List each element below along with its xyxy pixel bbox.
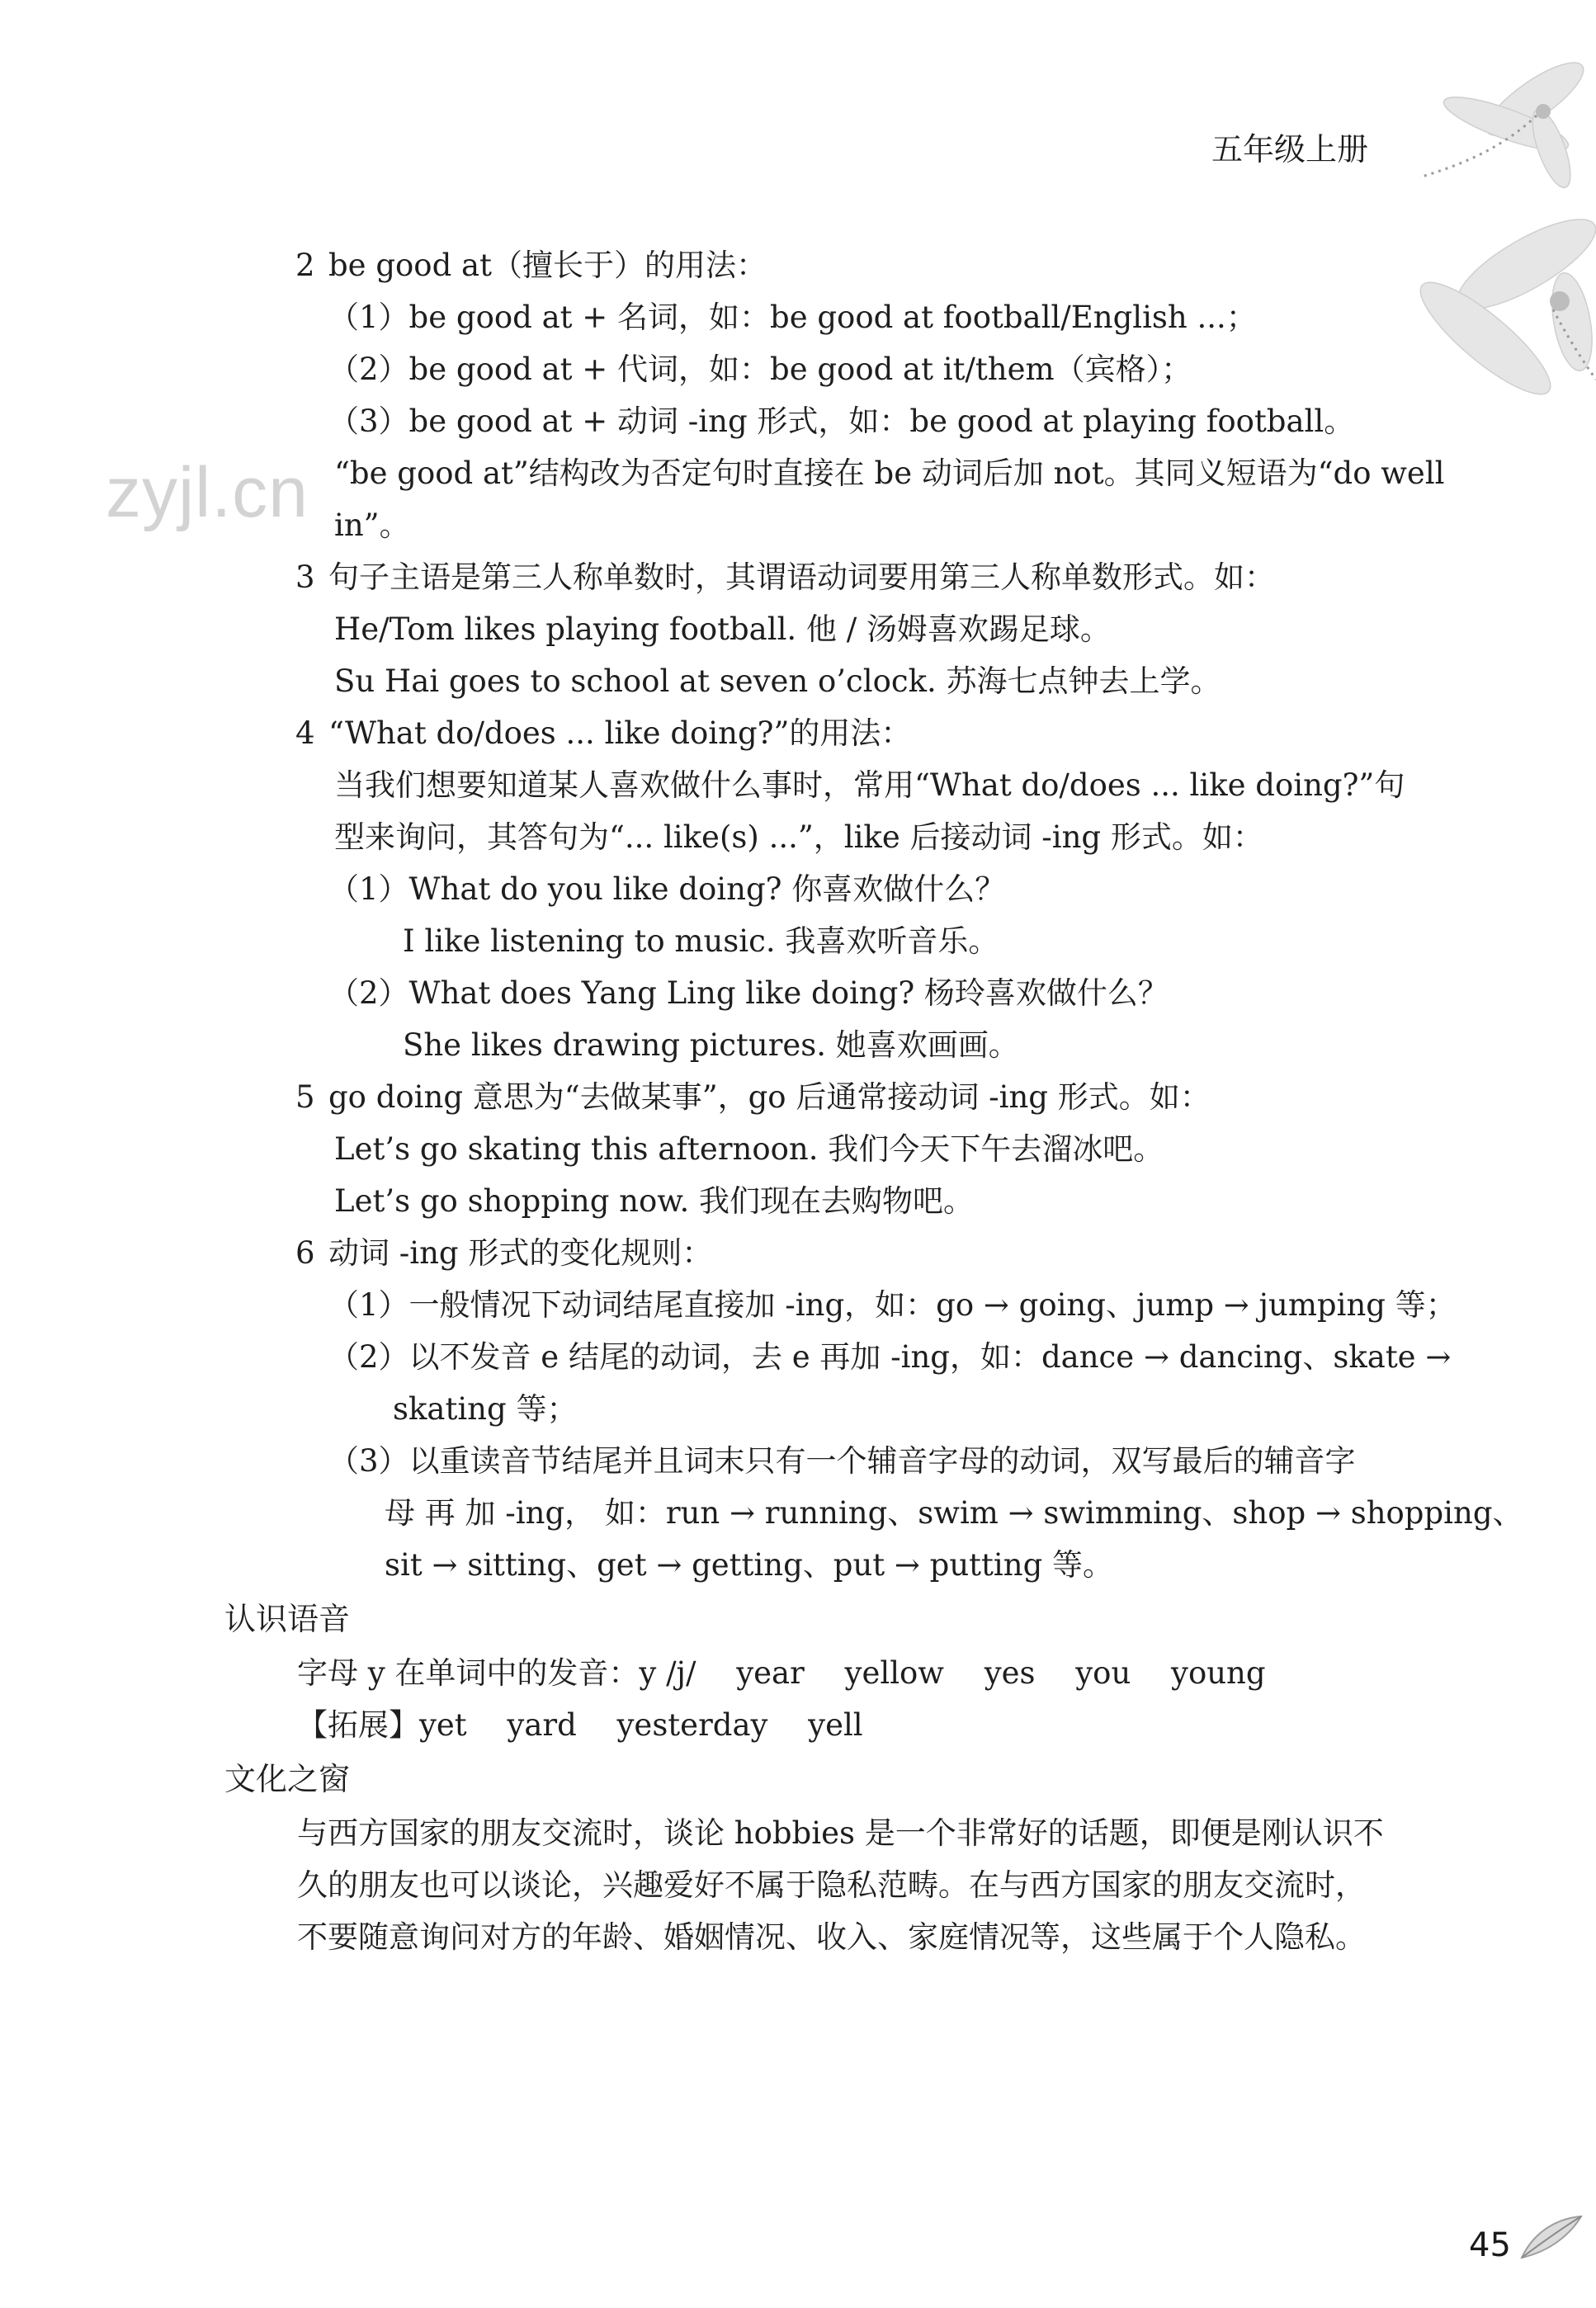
item-4-question-1: （1）What do you like doing? 你喜欢做什么？ [328, 871, 1006, 907]
item-title: 动词 -ing 形式的变化规则： [328, 1235, 713, 1271]
item-number: 2 [295, 248, 315, 283]
leaf-decoration-icon [1518, 2213, 1584, 2263]
item-5-example-2: Let’s go shopping now. 我们现在去购物吧。 [334, 1183, 975, 1219]
item-6-rule-3-line-1: （3）以重读音节结尾并且词末只有一个辅音字母的动词，双写最后的辅音字 [328, 1443, 1356, 1479]
culture-line-1: 与西方国家的朋友交流时，谈论 hobbies 是一个非常好的话题，即便是刚认识不 [297, 1815, 1384, 1851]
item-6-heading [295, 1235, 712, 1272]
item-title: go doing 意思为“去做某事”，go 后通常接动词 -ing 形式。如： [328, 1079, 1211, 1115]
item-title: “What do/does ... like doing?”的用法： [328, 715, 912, 751]
item-6-rule-1: （1）一般情况下动词结尾直接加 -ing，如：go → going、jump → jumping 等； [328, 1287, 1457, 1323]
item-number: 4 [295, 715, 315, 751]
item-number: 3 [295, 559, 315, 595]
item-6-rule-3-line-2: 母 再 加 -ing， 如：run → running、swim → swimming、shop → shopping、 [385, 1495, 1523, 1531]
grade-label: 五年级上册 [1211, 131, 1369, 168]
dragonfly-decoration-icon [1362, 25, 1596, 437]
item-3-example-1: He/Tom likes playing football. 他 / 汤姆喜欢踢足球。 [334, 611, 1111, 647]
item-5-example-1: Let’s go skating this afternoon. 我们今天下午去溜冰吧。 [334, 1131, 1164, 1167]
item-title: 句子主语是第三人称单数时，其谓语动词要用第三人称单数形式。如： [328, 559, 1275, 595]
item-2-point-1: （1）be good at + 名词，如：be good at football/English ...； [328, 300, 1257, 335]
culture-line-2: 久的朋友也可以谈论，兴趣爱好不属于隐私范畴。在与西方国家的朋友交流时， [297, 1867, 1366, 1903]
item-number: 5 [295, 1079, 315, 1115]
item-2-point-3: （3）be good at + 动词 -ing 形式，如：be good at playing football。 [328, 404, 1355, 439]
item-3-heading [295, 559, 1275, 596]
item-2-note-line-1: “be good at”结构改为否定句时直接在 be 动词后加 not。其同义短语为“do well [334, 455, 1445, 491]
item-4-heading [295, 715, 911, 752]
culture-heading: 文化之窗 [224, 1761, 351, 1797]
item-title: be good at（擅长于）的用法： [328, 248, 767, 283]
page-number: 45 [1469, 2226, 1511, 2264]
item-6-rule-2-line-2: skating 等； [393, 1391, 578, 1427]
item-2-note-line-2: in”。 [334, 507, 410, 543]
item-number: 6 [295, 1235, 315, 1271]
item-4-answer-1: I like listening to music. 我喜欢听音乐。 [403, 923, 999, 959]
item-2-point-2: （2）be good at + 代词，如：be good at it/them（宾格）； [328, 352, 1192, 387]
item-6-rule-3-line-3: sit → sitting、get → getting、put → putting 等。 [385, 1547, 1114, 1583]
culture-line-3: 不要随意询问对方的年龄、婚姻情况、收入、家庭情况等，这些属于个人隐私。 [297, 1919, 1366, 1955]
item-4-desc-line-1: 当我们想要知道某人喜欢做什么事时，常用“What do/does ... like doing?”句 [334, 767, 1405, 803]
phonics-heading: 认识语音 [224, 1601, 351, 1637]
item-4-question-2: （2）What does Yang Ling like doing? 杨玲喜欢做什么？ [328, 975, 1169, 1011]
item-5-heading [295, 1079, 1211, 1116]
item-4-desc-line-2: 型来询问，其答句为“... like(s) ...”，like 后接动词 -ing 形式。如： [334, 819, 1263, 855]
item-2-heading [295, 248, 767, 284]
item-4-answer-2: She likes drawing pictures. 她喜欢画画。 [403, 1027, 1019, 1063]
phonics-extension: 【拓展】yet yard yesterday yell [297, 1707, 863, 1743]
phonics-line-1: 字母 y 在单词中的发音：y /j/ year yellow yes you young [297, 1655, 1266, 1691]
item-6-rule-2-line-1: （2）以不发音 e 结尾的动词，去 e 再加 -ing，如：dance → dancing、skate → [328, 1339, 1452, 1375]
item-3-example-2: Su Hai goes to school at seven o’clock. 苏海七点钟去上学。 [334, 663, 1221, 699]
site-watermark: zyjl.cn [106, 453, 309, 532]
